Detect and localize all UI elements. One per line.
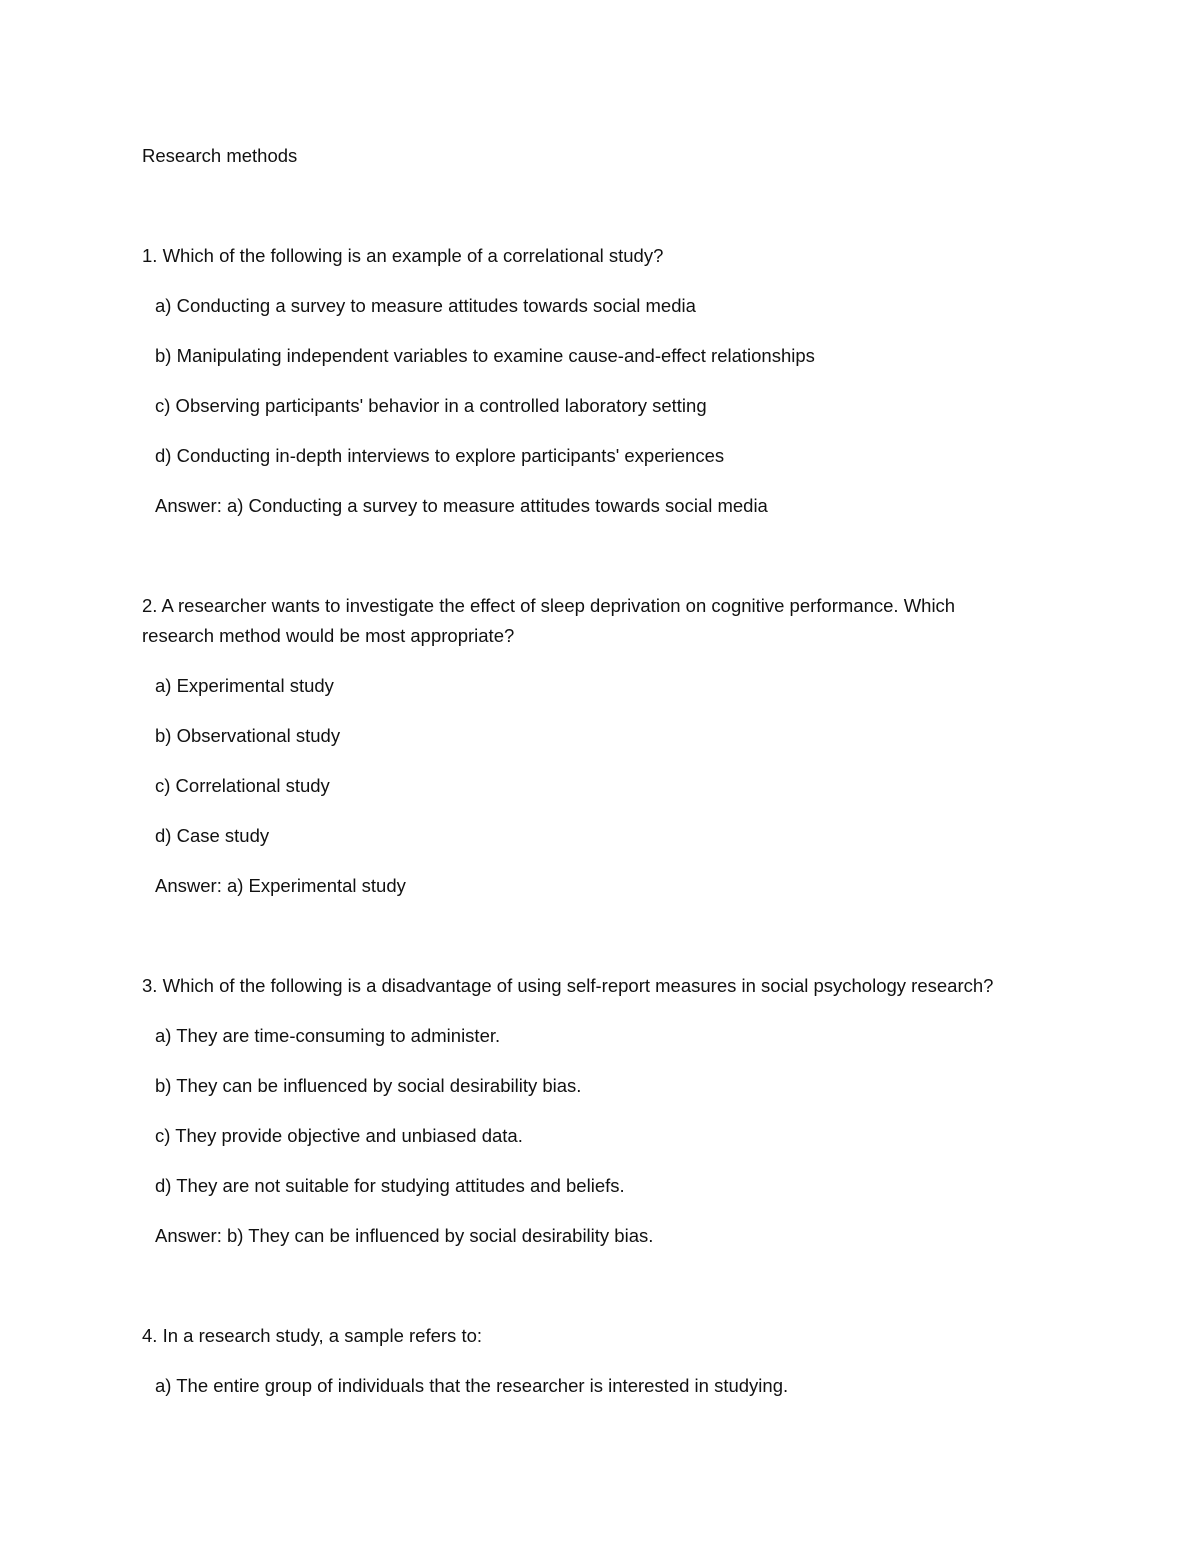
question-2-text-line-2: research method would be most appropriate? xyxy=(142,625,515,646)
question-2-option-d: d) Case study xyxy=(155,825,270,846)
question-3-option-d: d) They are not suitable for studying attitudes and beliefs. xyxy=(155,1175,625,1196)
question-1-option-d: d) Conducting in-depth interviews to explore participants' experiences xyxy=(155,445,725,466)
question-1-option-c: c) Observing participants' behavior in a controlled laboratory setting xyxy=(155,395,707,416)
question-2-text-line-1: 2. A researcher wants to investigate the effect of sleep deprivation on cognitive performance. Which xyxy=(142,595,956,616)
question-2-option-c: c) Correlational study xyxy=(155,775,330,796)
question-4-text: 4. In a research study, a sample refers to: xyxy=(142,1325,483,1346)
question-2-answer: Answer: a) Experimental study xyxy=(155,875,406,896)
question-1-text: 1. Which of the following is an example of a correlational study? xyxy=(142,245,664,266)
question-1-option-b: b) Manipulating independent variables to examine cause-and-effect relationships xyxy=(155,345,815,366)
question-4-option-a: a) The entire group of individuals that the researcher is interested in studying. xyxy=(155,1375,789,1396)
question-1-answer: Answer: a) Conducting a survey to measure attitudes towards social media xyxy=(155,495,768,516)
question-1-option-a: a) Conducting a survey to measure attitudes towards social media xyxy=(155,295,696,316)
question-3-answer: Answer: b) They can be influenced by social desirability bias. xyxy=(155,1225,654,1246)
question-3-option-a: a) They are time-consuming to administer. xyxy=(155,1025,501,1046)
question-2-option-b: b) Observational study xyxy=(155,725,341,746)
question-3-option-c: c) They provide objective and unbiased data. xyxy=(155,1125,523,1146)
question-3-option-b: b) They can be influenced by social desirability bias. xyxy=(155,1075,582,1096)
document-title: Research methods xyxy=(142,145,298,166)
question-3-text: 3. Which of the following is a disadvantage of using self-report measures in social psychology research? xyxy=(142,975,994,996)
question-2-option-a: a) Experimental study xyxy=(155,675,334,696)
